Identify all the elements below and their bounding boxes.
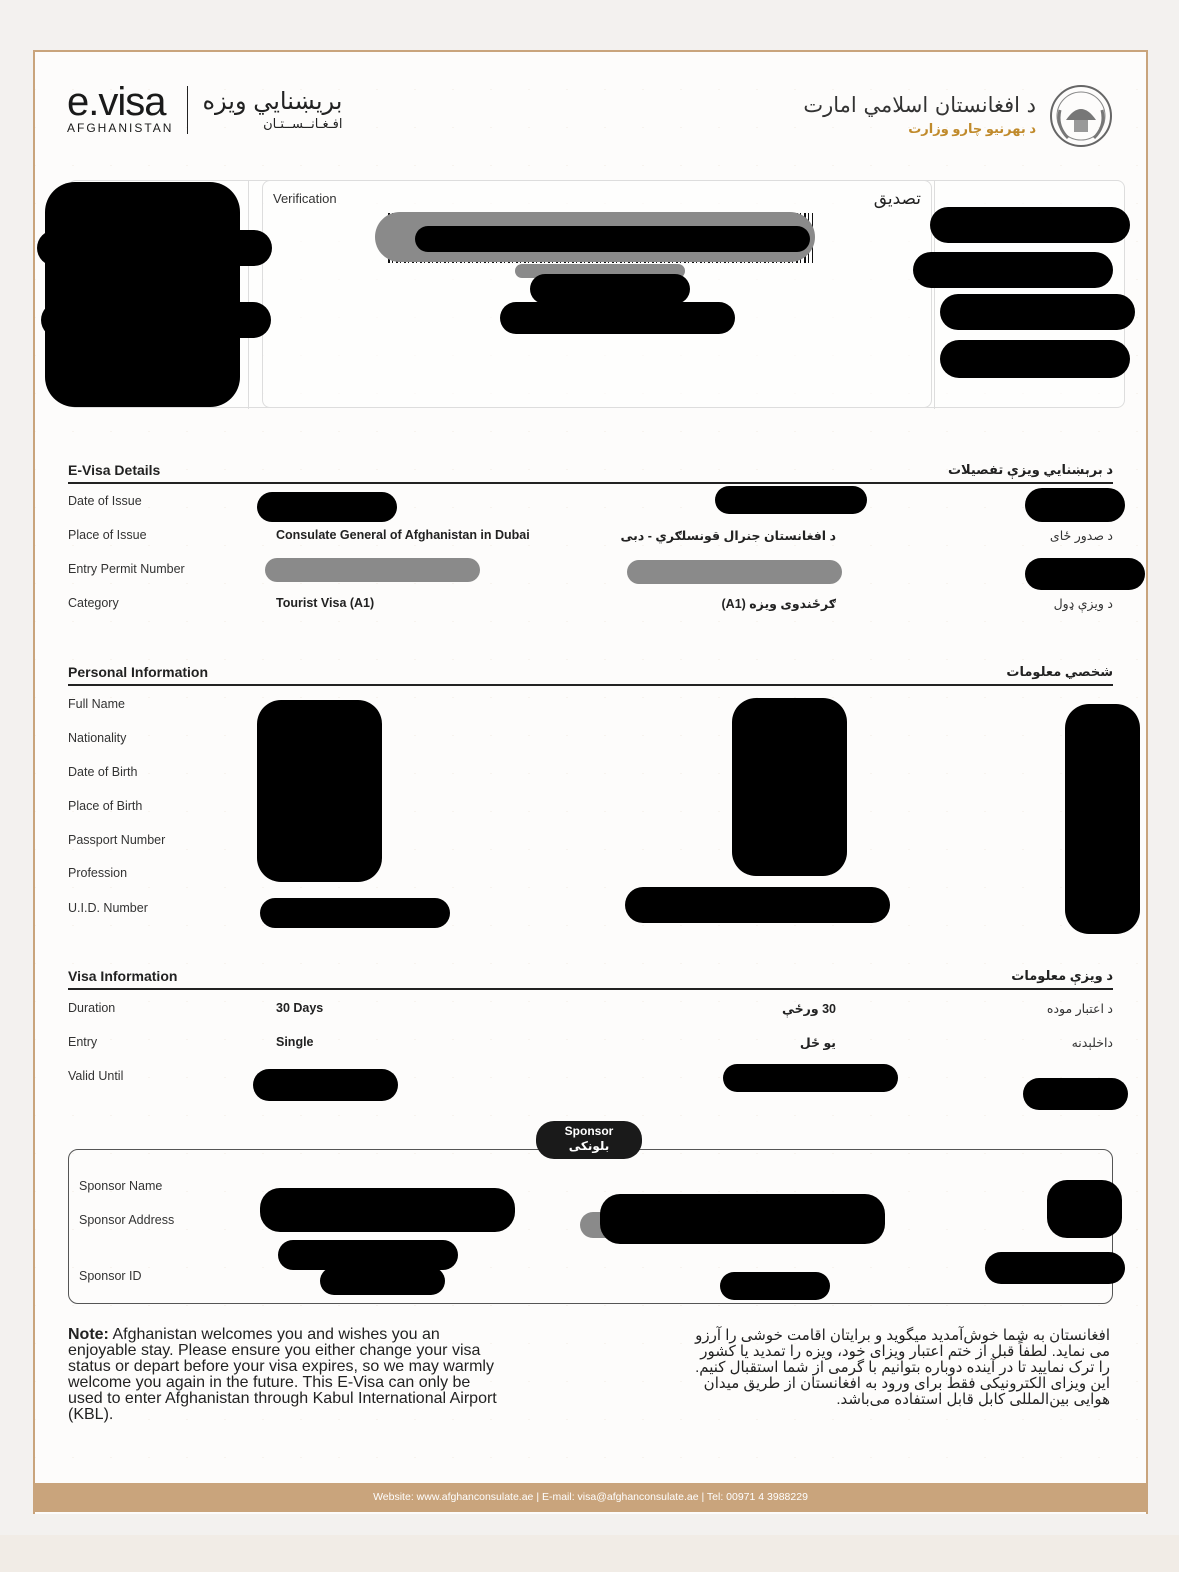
row-entry-permit <box>68 558 1113 584</box>
visa-info-header <box>68 968 1113 990</box>
redaction-mark <box>37 230 272 266</box>
sponsor-name-label: Sponsor Name <box>79 1179 163 1193</box>
evisa-brand-logo <box>67 82 342 138</box>
redaction-mark <box>715 486 867 514</box>
personal-info-header <box>68 664 1113 686</box>
redaction-mark <box>732 698 847 876</box>
redaction-mark <box>530 274 690 304</box>
row-entry <box>68 1031 1113 1057</box>
sponsor-badge-ar: بلونکی <box>568 1139 610 1153</box>
row-place-of-birth <box>68 795 1113 821</box>
row-category <box>68 592 1113 618</box>
row-date-of-birth <box>68 761 1113 787</box>
row-label: Place of Birth <box>68 799 143 813</box>
redaction-mark <box>257 700 382 882</box>
row-label-ar: د اعتبار موده <box>1046 1002 1113 1016</box>
row-place-of-issue <box>68 524 1113 550</box>
row-label: Passport Number <box>68 833 166 847</box>
brand-ar: بریښنايي ویزه <box>202 88 343 115</box>
redaction-mark <box>940 340 1130 378</box>
row-label: Profession <box>68 866 128 880</box>
sponsor-address-label: Sponsor Address <box>79 1213 175 1227</box>
redaction-mark <box>1065 704 1140 934</box>
row-label: Nationality <box>68 731 127 745</box>
redaction-mark <box>320 1267 445 1295</box>
redaction-mark <box>1025 488 1125 522</box>
ministry-logo <box>803 80 1114 150</box>
row-date-of-issue <box>68 490 1113 516</box>
row-value: Tourist Visa (A1) <box>276 596 375 610</box>
redaction-mark <box>41 302 271 338</box>
redaction-mark <box>723 1064 898 1092</box>
sponsor-badge-en: Sponsor <box>564 1124 614 1138</box>
redaction-mark <box>1023 1078 1128 1110</box>
row-label-ar: د ويزې ډول <box>1053 597 1113 611</box>
row-valid-until <box>68 1065 1113 1091</box>
row-nationality <box>68 727 1113 753</box>
redaction-mark <box>500 302 735 334</box>
redaction-mark <box>1047 1180 1122 1238</box>
row-duration <box>68 997 1113 1023</box>
brand-ar-sub: افـغـانــســتـان <box>263 116 343 131</box>
redaction-mark <box>260 898 450 928</box>
footer-contact-bar: Website: www.afghanconsulate.ae | E-mail: visa@afghanconsulate.ae | Tel: 00971 4 3988229 <box>33 1483 1148 1512</box>
background-band <box>0 1535 1179 1572</box>
redaction-mark <box>720 1272 830 1300</box>
brand-en: e.visa <box>67 80 166 124</box>
row-full-name <box>68 693 1113 719</box>
brand-divider <box>187 86 188 134</box>
verification-label: Verification <box>273 191 337 206</box>
redaction-mark <box>913 252 1113 288</box>
row-value-ar: ګرځندوی ویزه (A1) <box>721 597 836 611</box>
row-label: Valid Until <box>68 1069 124 1083</box>
redaction-smudge <box>627 560 842 584</box>
row-profession <box>68 862 1113 888</box>
row-value-ar: یو ځل <box>799 1036 836 1050</box>
verification-label-ar: تصديق <box>873 189 921 208</box>
ministry-sub: د بهرنیو چارو وزارت <box>908 121 1036 136</box>
section-title-ar: د برېښنايي ويزې تفصيلات <box>947 462 1113 477</box>
redaction-mark <box>253 1069 398 1101</box>
row-value-ar: د افغانستان جنرال قونسلګري - دبی <box>620 529 836 543</box>
section-title: Visa Information <box>68 968 178 984</box>
ministry-name: د افغانستان اسلامي امارت <box>803 93 1036 117</box>
row-label: Entry Permit Number <box>68 562 185 576</box>
row-label: Full Name <box>68 697 125 711</box>
redaction-mark <box>985 1252 1125 1284</box>
redaction-mark <box>1025 558 1145 590</box>
note-en <box>68 1327 498 1423</box>
redaction-mark <box>278 1240 458 1270</box>
row-value: 30 Days <box>276 1001 324 1015</box>
emblem-icon <box>1048 80 1114 150</box>
redaction-mark <box>930 207 1130 243</box>
row-value: Consulate General of Afghanistan in Dubai <box>276 528 530 542</box>
row-label-ar: داخلېدنه <box>1071 1036 1113 1050</box>
note-label: Note: <box>68 1326 109 1343</box>
row-passport-number <box>68 829 1113 855</box>
redaction-mark <box>600 1194 885 1244</box>
redaction-smudge <box>265 558 480 582</box>
row-label: Place of Issue <box>68 528 147 542</box>
evisa-document <box>33 50 1148 1514</box>
redaction-mark <box>257 492 397 522</box>
row-label: Date of Birth <box>68 765 138 779</box>
row-label: Entry <box>68 1035 98 1049</box>
row-value-ar: 30 ورځې <box>781 1002 836 1016</box>
section-title: E-Visa Details <box>68 462 161 478</box>
note-ar: افغانستان به شما خوش‌آمدید میگوید و برایتان اقامت خوشی را آرزو می نماید. لطفاً قبل از ختم اعتبار ویزای خود، ویزه را تمدید یا کشور را ترک نمایید تا در آینده دوباره بتوانیم با گرمی از شما استقبال کنیم. این ویزای الکترونیکی فقط برای ورود به افغانستان از طریق میدان هوایی بین‌المللی کابل قابل استفاده می‌باشد. <box>695 1327 1110 1408</box>
redaction-mark <box>625 887 890 923</box>
sponsor-badge <box>536 1121 642 1159</box>
redaction-mark <box>260 1188 515 1232</box>
evisa-details-header <box>68 462 1113 484</box>
row-label: U.I.D. Number <box>68 901 148 915</box>
section-title-ar: شخصي معلومات <box>1006 664 1113 679</box>
row-uid-number <box>68 897 1113 923</box>
brand-en-sub: AFGHANISTAN <box>67 121 174 135</box>
row-value: Single <box>276 1035 314 1049</box>
row-label: Duration <box>68 1001 116 1015</box>
row-label-ar: د صدور ځای <box>1049 529 1113 543</box>
redaction-mark <box>45 182 240 407</box>
section-title: Personal Information <box>68 664 209 680</box>
note-text: Afghanistan welcomes you and wishes you an enjoyable stay. Please ensure you either change your visa status or depart before your visa expires, so we may warmly welcome you again in the future. This E-Visa can only be used to enter Afghanistan through Kabul International Airport (KBL). <box>68 1326 497 1423</box>
row-label: Category <box>68 596 119 610</box>
redaction-mark <box>940 294 1135 330</box>
row-label: Date of Issue <box>68 494 142 508</box>
redaction-mark <box>415 226 810 252</box>
section-title-ar: د ويزې معلومات <box>1011 968 1113 983</box>
sponsor-id-label: Sponsor ID <box>79 1269 142 1283</box>
